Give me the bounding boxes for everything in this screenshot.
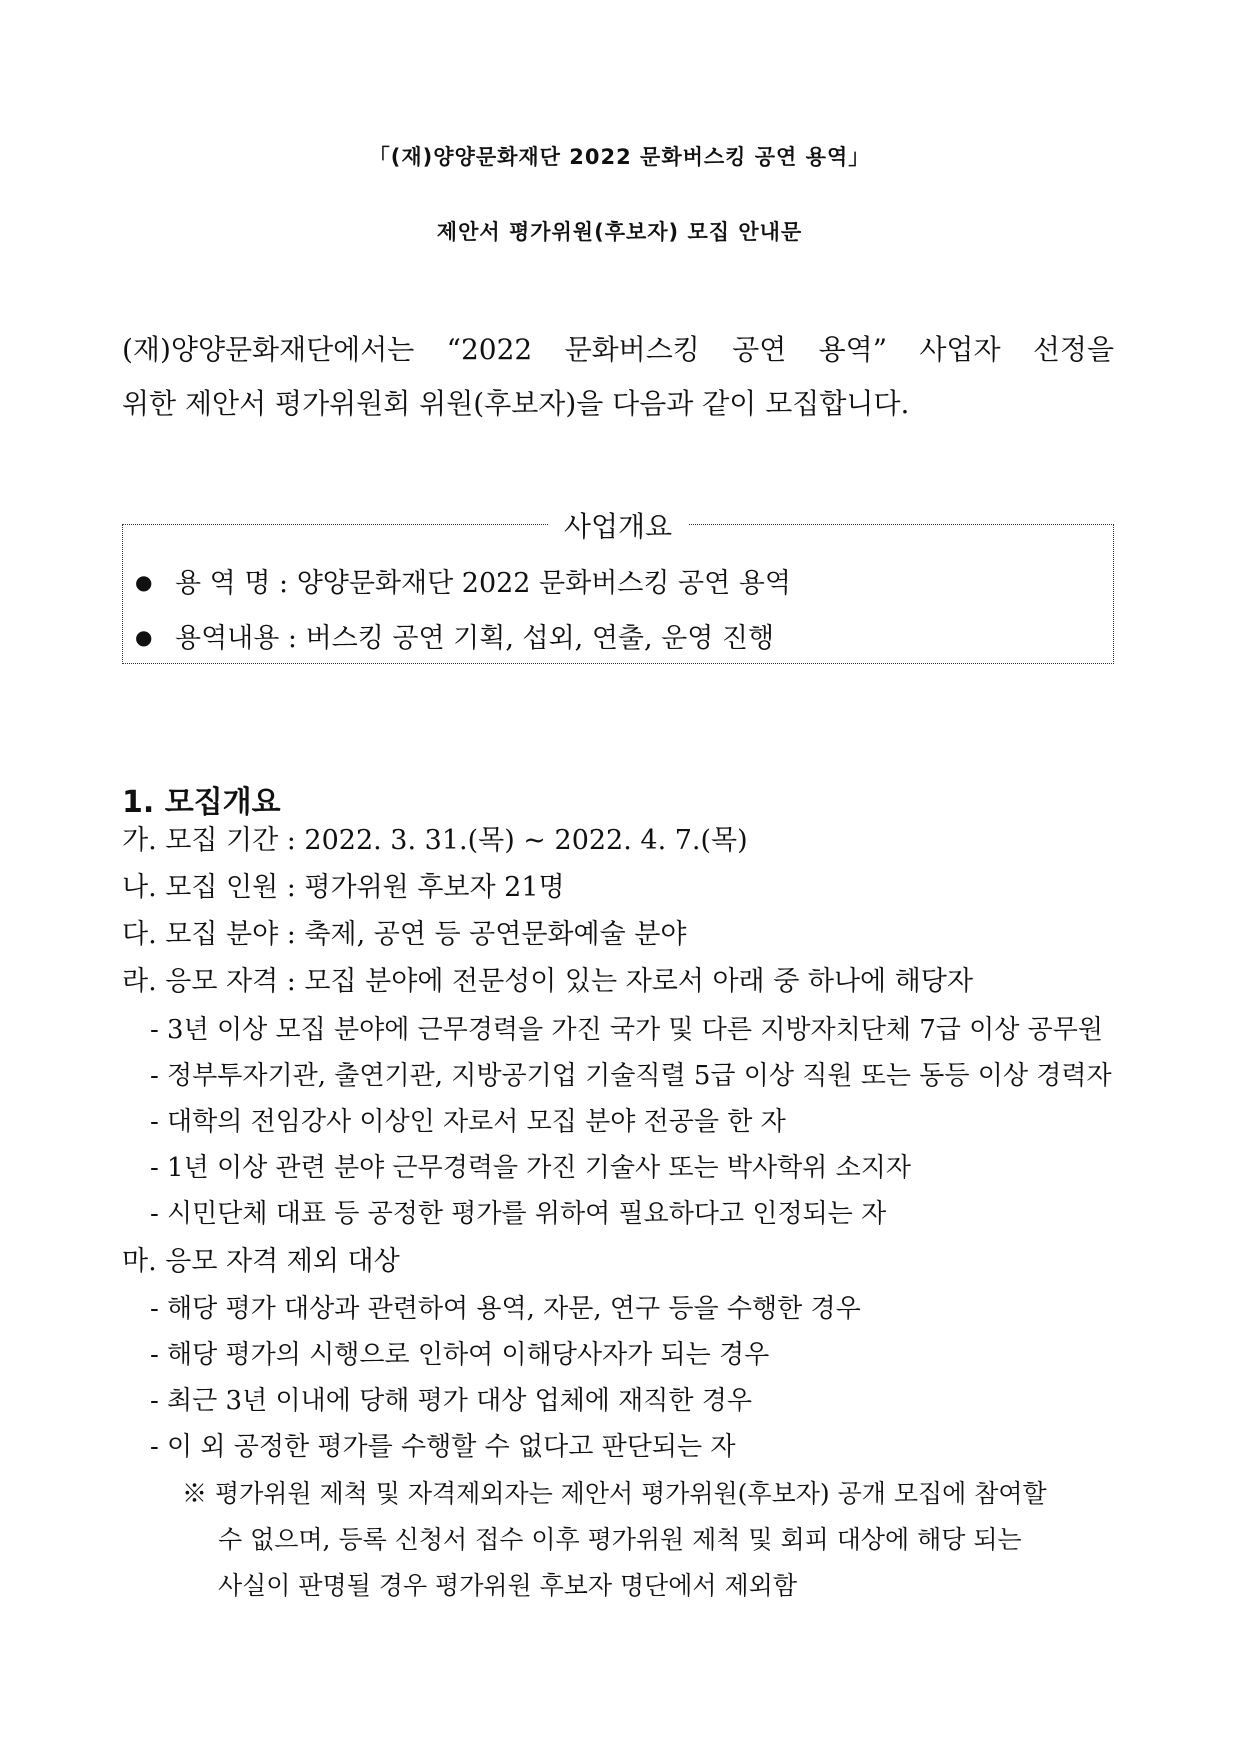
bullet-icon: ● [135,570,153,594]
document-title-line-1: 「(재)양양문화재단 2022 문화버스킹 공연 용역」 [368,145,871,169]
exclusion-item: - 이 외 공정한 평가를 수행할 수 없다고 판단되는 자 [150,1432,736,1462]
qualification-item: - 3년 이상 모집 분야에 근무경력을 가진 국가 및 다른 지방자치단체 7급 이상 공무원 [150,1015,1104,1045]
item-exclusion-heading: 마. 응모 자격 제외 대상 [122,1246,400,1277]
project-overview-box [122,510,1114,664]
qualification-item: - 1년 이상 관련 분야 근무경력을 가진 기술사 또는 박사학위 소지자 [150,1153,911,1183]
bullet-icon: ● [135,625,153,649]
qualification-item: - 시민단체 대표 등 공정한 평가를 위하여 필요하다고 인정되는 자 [150,1199,887,1229]
item-recruitment-count: 나. 모집 인원 : 평가위원 후보자 21명 [122,872,565,903]
overview-row-service-content [135,625,774,652]
qualification-item: - 정부투자기관, 출연기관, 지방공기업 기술직렬 5급 이상 직원 또는 동등 이상 경력자 [150,1061,1112,1091]
intro-paragraph-line-2: 위한 제안서 평가위원회 위원(후보자)을 다음과 같이 모집합니다. [122,387,910,420]
intro-paragraph-line-1: (재)양양문화재단에서는 “2022 문화버스킹 공연 용역” 사업자 선정을 [122,333,1114,366]
overview-row-separator: : [279,623,306,654]
item-recruitment-field: 다. 모집 분야 : 축제, 공연 등 공연문화예술 분야 [122,919,687,950]
section-heading: 1. 모집개요 [122,785,281,820]
note-line: 사실이 판명될 경우 평가위원 후보자 명단에서 제외함 [218,1571,797,1600]
overview-row-value: 버스킹 공연 기획, 섭외, 연출, 운영 진행 [305,623,775,654]
overview-row-label: 용 역 명 [175,568,271,599]
document-title-line-2: 제안서 평가위원(후보자) 모집 안내문 [436,220,803,244]
project-overview-title: 사업개요 [123,505,1113,545]
overview-row-value: 양양문화재단 2022 문화버스킹 공연 용역 [296,568,791,599]
overview-row-separator: : [270,568,297,599]
note-line: ※ 평가위원 제척 및 자격제외자는 제안서 평가위원(후보자) 공개 모집에 참여할 [182,1479,1047,1508]
item-eligibility: 라. 응모 자격 : 모집 분야에 전문성이 있는 자로서 아래 중 하나에 해당자 [122,966,973,997]
item-recruitment-period: 가. 모집 기간 : 2022. 3. 31.(목) ~ 2022. 4. 7.(목) [122,825,748,856]
overview-row-label: 용역내용 [175,623,280,654]
exclusion-item: - 최근 3년 이내에 당해 평가 대상 업체에 재직한 경우 [150,1386,753,1416]
note-line: 수 없으며, 등록 신청서 접수 이후 평가위원 제척 및 회피 대상에 해당 되는 [218,1525,1022,1554]
overview-row-service-name [135,570,791,597]
qualification-item: - 대학의 전임강사 이상인 자로서 모집 분야 전공을 한 자 [150,1107,786,1137]
exclusion-item: - 해당 평가 대상과 관련하여 용역, 자문, 연구 등을 수행한 경우 [150,1294,861,1324]
exclusion-item: - 해당 평가의 시행으로 인하여 이해당사자가 되는 경우 [150,1340,770,1370]
